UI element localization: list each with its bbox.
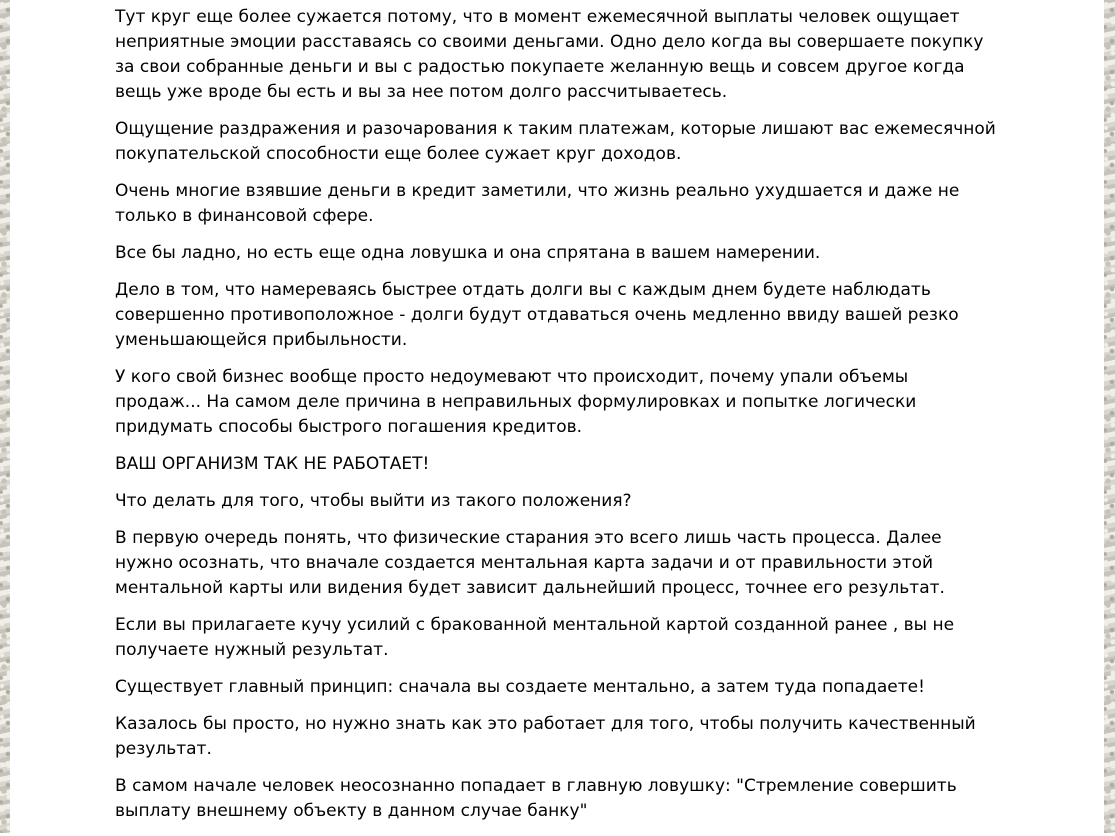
paragraph-trap-in-intention: Все бы ладно, но есть еще одна ловушка и она спрятана в вашем намерении.: [115, 243, 821, 263]
article-body: [115, 5, 999, 836]
paragraph-irritation-payments: Ощущение раздражения и разочарования к таким платежам, которые лишают вас ежемесячной покупательской способности еще более сужает круг доходов.: [115, 119, 996, 164]
paragraph-debts-repaid-slowly: Дело в том, что намереваясь быстрее отдать долги вы с каждым днем будете наблюдать совершенно противоположное - долги будут отдаваться очень медленно ввиду вашей резко уменьшающейся прибыльности.: [115, 280, 959, 350]
paragraph-defective-mental-map: Если вы прилагаете кучу усилий с бракованной ментальной картой созданной ранее , вы не получаете нужный результат.: [115, 615, 955, 660]
paragraph-credit-life-worse: Очень многие взявшие деньги в кредит заметили, что жизнь реально ухудшается и даже не только в финансовой сфере.: [115, 181, 960, 226]
paragraph-main-trap-quote: В самом начале человек неосознанно попадает в главную ловушку: "Стремление совершить выплату внешнему объекту в данном случае банку": [115, 776, 957, 821]
paragraph-mental-map-explanation: В первую очередь понять, что физические старания это всего лишь часть процесса. Далее нужно осознать, что вначале создается ментальная карта задачи и от правильности этой ментальной карты или видения будет зависит дальнейший процесс, точнее его результат.: [115, 528, 945, 598]
wallpaper-texture-right-strip: [1104, 0, 1115, 833]
paragraph-organism-statement: ВАШ ОРГАНИЗМ ТАК НЕ РАБОТАЕТ!: [115, 454, 430, 474]
paragraph-business-sales-drop: У кого свой бизнес вообще просто недоумевают что происходит, почему упали объемы продаж... На самом деле причина в неправильных формулировках и попытке логически придумать способы быстрого погашения кредитов.: [115, 367, 917, 437]
paragraph-main-principle: Существует главный принцип: сначала вы создаете ментально, а затем туда попадаете!: [115, 677, 925, 697]
paragraph-what-to-do-question: Что делать для того, чтобы выйти из такого положения?: [115, 491, 632, 511]
paragraph-monthly-payment-emotions: Тут круг еще более сужается потому, что в момент ежемесячной выплаты человек ощущает неприятные эмоции расставаясь со своими деньгами. Одно дело когда вы совершаете покупку за свои собранные деньги и вы с радостью покупаете желанную вещь и совсем другое когда вещь уже вроде бы есть и вы за нее потом долго рассчитываетесь.: [115, 7, 984, 102]
wallpaper-texture-left-strip: [0, 0, 10, 833]
paragraph-need-to-know-how: Казалось бы просто, но нужно знать как это работает для того, чтобы получить качественный результат.: [115, 714, 976, 759]
